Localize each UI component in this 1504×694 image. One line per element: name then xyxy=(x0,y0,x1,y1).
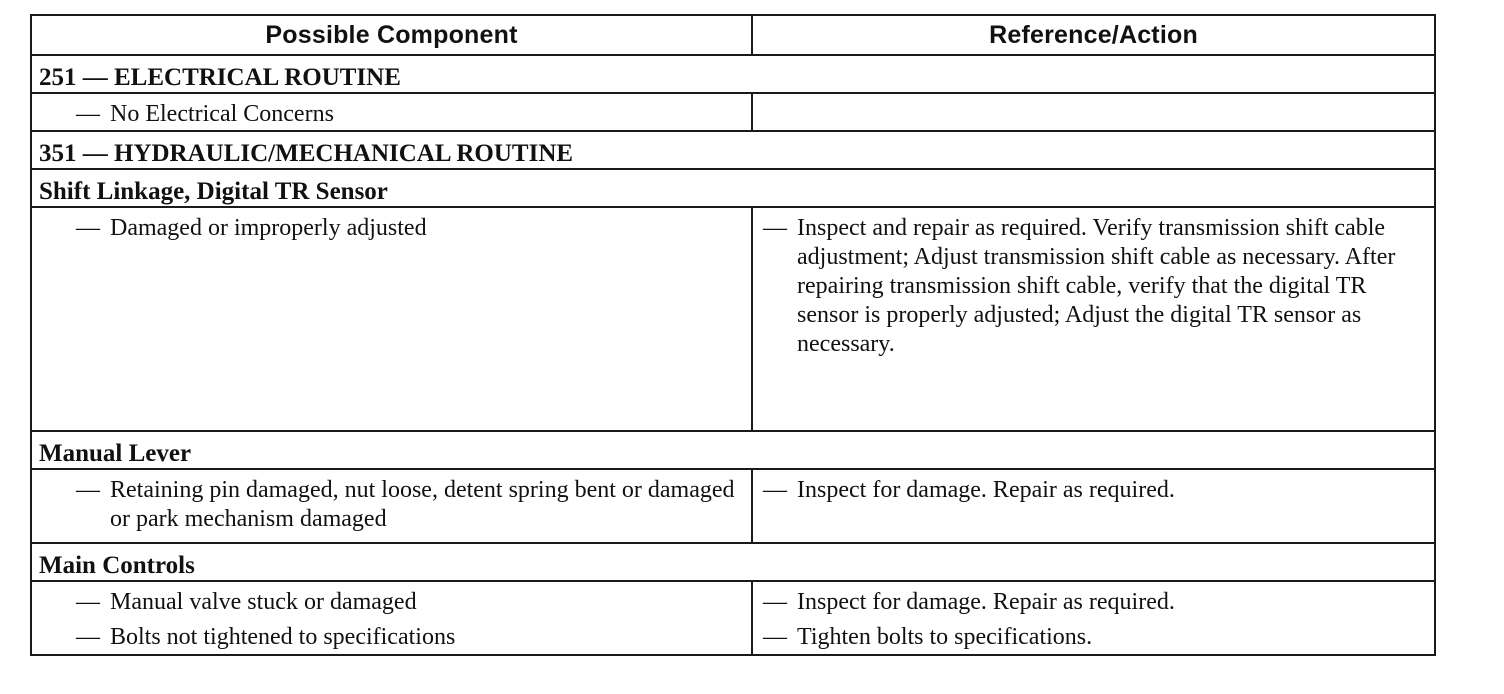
component-text: Manual valve stuck or damaged xyxy=(110,589,417,615)
action-text: Inspect for damage. Repair as required. xyxy=(797,589,1175,615)
dash-glyph: — xyxy=(763,589,788,615)
component-entry xyxy=(76,100,743,129)
component-text: No Electrical Concerns xyxy=(110,101,334,127)
table-row xyxy=(31,469,1435,543)
action-text: Inspect for damage. Repair as required. xyxy=(797,477,1175,503)
action-text: Tighten bolts to specifications. xyxy=(797,624,1093,650)
section-row-electrical xyxy=(31,55,1435,93)
component-entry xyxy=(76,588,743,617)
dash-glyph: — xyxy=(76,215,100,241)
component-entry xyxy=(76,476,743,534)
table-row xyxy=(31,581,1435,655)
section-row-hydraulic xyxy=(31,131,1435,169)
section-row-manual-lever xyxy=(31,431,1435,469)
dash-glyph: — xyxy=(76,477,100,503)
component-entry xyxy=(76,214,743,243)
dash-glyph: — xyxy=(76,589,100,615)
component-cell xyxy=(31,207,752,431)
action-cell xyxy=(752,581,1435,655)
header-possible-component: Possible Component xyxy=(31,15,752,55)
action-cell xyxy=(752,207,1435,431)
section-title-hydraulic: 351 — HYDRAULIC/MECHANICAL ROUTINE xyxy=(31,131,1435,169)
component-cell xyxy=(31,93,752,131)
component-text: Damaged or improperly adjusted xyxy=(110,215,427,241)
section-row-shift-linkage xyxy=(31,169,1435,207)
dash-glyph: — xyxy=(763,215,788,241)
action-entry xyxy=(763,476,1426,505)
table-row xyxy=(31,93,1435,131)
component-entry xyxy=(76,623,743,652)
dash-glyph: — xyxy=(763,477,788,503)
action-entry xyxy=(763,623,1426,652)
dash-glyph: — xyxy=(76,624,100,650)
component-text: Retaining pin damaged, nut loose, detent spring bent or damaged or park mechanism damaged xyxy=(110,477,735,532)
section-title-electrical: 251 — ELECTRICAL ROUTINE xyxy=(31,55,1435,93)
dash-glyph: — xyxy=(763,624,788,650)
component-cell xyxy=(31,581,752,655)
dash-glyph: — xyxy=(76,101,100,127)
action-text: Inspect and repair as required. Verify transmission shift cable adjustment; Adjust transmission shift cable as necessary. After repairing transmission shift cable, verify that the digital TR sensor is properly adjusted; Adjust the digital TR sensor as necessary. xyxy=(797,215,1396,357)
section-title-manual-lever: Manual Lever xyxy=(31,431,1435,469)
component-text: Bolts not tightened to specifications xyxy=(110,624,456,650)
component-cell xyxy=(31,469,752,543)
section-title-shift-linkage: Shift Linkage, Digital TR Sensor xyxy=(31,169,1435,207)
action-entry xyxy=(763,588,1426,617)
diagnostic-table xyxy=(30,14,1436,656)
table-row xyxy=(31,207,1435,431)
header-reference-action: Reference/Action xyxy=(752,15,1435,55)
section-row-main-controls xyxy=(31,543,1435,581)
action-entry xyxy=(763,214,1426,359)
action-cell xyxy=(752,93,1435,131)
action-cell xyxy=(752,469,1435,543)
section-title-main-controls: Main Controls xyxy=(31,543,1435,581)
header-row xyxy=(31,15,1435,55)
